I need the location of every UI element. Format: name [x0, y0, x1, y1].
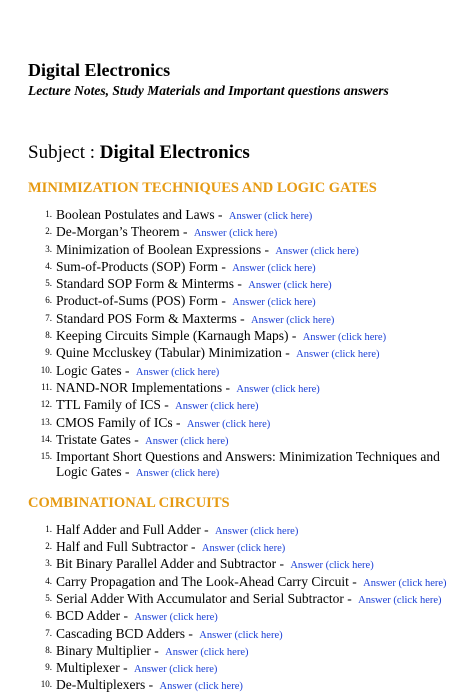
list-item — [28, 626, 450, 643]
answer-link[interactable]: Answer (click here) — [251, 314, 335, 326]
list-item — [28, 380, 450, 397]
answer-link[interactable]: Answer (click here) — [199, 629, 283, 641]
list-item-number: 15. — [40, 451, 52, 462]
subject-prefix: Subject : — [28, 142, 100, 163]
list-item — [28, 363, 450, 380]
list-item — [28, 522, 450, 539]
list-item-body — [56, 293, 450, 310]
answer-link[interactable]: Answer (click here) — [296, 349, 380, 361]
list-item-body — [56, 259, 450, 276]
list-item-body — [56, 276, 450, 293]
section-heading-combinational: COMBINATIONAL CIRCUITS — [28, 494, 230, 511]
answer-link[interactable]: Answer (click here) — [232, 262, 316, 274]
list-item-body — [56, 311, 450, 328]
answer-link[interactable]: Answer (click here) — [228, 211, 313, 222]
answer-link[interactable]: Answer (click here) — [145, 435, 229, 447]
list-item — [28, 677, 450, 694]
topic-title: Half Adder and Full Adder - — [56, 521, 209, 537]
answer-link[interactable]: Answer (click here) — [159, 681, 243, 693]
topic-title: Sum-of-Products (SOP) Form - — [56, 258, 226, 274]
list-item — [28, 207, 450, 224]
list-item-body — [56, 449, 450, 482]
list-item-number: 4. — [45, 575, 52, 586]
list-item-number: 9. — [45, 662, 52, 673]
topic-title: BCD Adder - — [56, 608, 128, 624]
list-item-body — [56, 328, 450, 345]
topic-title: Multiplexer - — [56, 660, 128, 676]
list-item-number: 8. — [45, 644, 52, 655]
list-item-number: 11. — [41, 381, 52, 392]
topic-title: Bit Binary Parallel Adder and Subtractor - — [56, 556, 284, 572]
answer-link[interactable]: Answer (click here) — [290, 560, 374, 572]
section-heading-minimization: MINIMIZATION TECHNIQUES AND LOGIC GATES — [28, 180, 377, 196]
topic-title: Half and Full Subtractor - — [56, 539, 196, 555]
list-item-body — [56, 608, 450, 625]
list-item — [28, 574, 450, 591]
topic-title: Logic Gates - — [56, 362, 130, 378]
answer-link[interactable]: Answer (click here) — [236, 383, 320, 395]
topic-title: NAND-NOR Implementations - — [56, 379, 230, 395]
topic-list-combinational — [28, 522, 450, 695]
topic-title: Minimization of Boolean Expressions - — [56, 241, 269, 257]
topic-title: Important Short Questions and Answers: Minimization Techniques and Logic Gates - — [56, 449, 440, 480]
list-item-body — [56, 224, 450, 241]
list-item — [28, 643, 450, 660]
list-item-number: 9. — [45, 347, 52, 358]
topic-title: Tristate Gates - — [56, 431, 139, 447]
topic-title: Quine Mccluskey (Tabular) Minimization - — [56, 345, 290, 361]
list-item — [28, 242, 450, 259]
list-item-body — [56, 380, 450, 397]
list-item-number: 8. — [45, 330, 52, 341]
list-item — [28, 345, 450, 362]
list-item-body — [56, 207, 450, 224]
list-item — [28, 311, 450, 328]
list-item-number: 2. — [45, 226, 52, 237]
list-item-number: 6. — [45, 295, 52, 306]
list-item-body — [56, 242, 450, 259]
answer-link[interactable]: Answer (click here) — [358, 594, 442, 606]
answer-link[interactable]: Answer (click here) — [232, 297, 316, 309]
document-subtitle: Lecture Notes, Study Materials and Important questions answers — [28, 83, 389, 98]
list-item-body — [56, 556, 450, 573]
list-item — [28, 293, 450, 310]
answer-link[interactable]: Answer (click here) — [363, 577, 447, 589]
topic-title: Boolean Postulates and Laws - — [56, 207, 223, 222]
list-item — [28, 397, 450, 414]
topic-title: Standard SOP Form & Minterms - — [56, 276, 242, 292]
list-item — [28, 328, 450, 345]
list-item-body — [56, 522, 450, 539]
list-item — [28, 276, 450, 293]
subject-line — [28, 141, 450, 165]
answer-link[interactable]: Answer (click here) — [302, 332, 387, 344]
list-item-body — [56, 591, 450, 608]
answer-link[interactable]: Answer (click here) — [275, 245, 359, 257]
list-item-body — [56, 363, 450, 380]
answer-link[interactable]: Answer (click here) — [135, 366, 220, 378]
list-item-body — [56, 345, 450, 362]
list-item — [28, 259, 450, 276]
topic-title: Cascading BCD Adders - — [56, 625, 193, 641]
list-item — [28, 591, 450, 608]
list-item-number: 1. — [45, 523, 52, 534]
topic-title: De-Multiplexers - — [56, 677, 154, 693]
list-item — [28, 449, 450, 482]
list-item-number: 12. — [40, 399, 52, 410]
list-item-number: 10. — [40, 364, 52, 375]
list-item-body — [56, 415, 450, 432]
list-item-number: 5. — [45, 278, 52, 289]
list-item — [28, 224, 450, 241]
topic-title: Binary Multiplier - — [56, 642, 159, 658]
list-item-body — [56, 574, 450, 591]
list-item-body — [56, 677, 450, 694]
answer-link[interactable]: Answer (click here) — [175, 401, 259, 413]
topic-title: Keeping Circuits Simple (Karnaugh Maps) - — [56, 328, 297, 344]
topic-title: Carry Propagation and The Look-Ahead Carry Circuit - — [56, 573, 357, 589]
topic-title: CMOS Family of ICs - — [56, 414, 181, 430]
topic-title: TTL Family of ICS - — [56, 397, 169, 413]
answer-link[interactable]: Answer (click here) — [248, 280, 332, 292]
answer-link[interactable]: Answer (click here) — [214, 525, 299, 537]
topic-title: Standard POS Form & Maxterms - — [56, 310, 245, 326]
list-item-number: 3. — [45, 558, 52, 569]
answer-link[interactable]: Answer (click here) — [165, 646, 249, 658]
list-item-number: 7. — [45, 312, 52, 323]
subject-name: Digital Electronics — [99, 142, 250, 163]
answer-link[interactable]: Answer (click here) — [186, 418, 271, 430]
topic-title: Serial Adder With Accumulator and Serial Subtractor - — [56, 590, 352, 606]
list-item-number: 5. — [45, 592, 52, 603]
list-item-body — [56, 432, 450, 449]
list-item — [28, 415, 450, 432]
list-item-number: 13. — [40, 416, 52, 427]
list-item-number: 6. — [45, 610, 52, 621]
answer-link[interactable]: Answer (click here) — [201, 543, 286, 555]
list-item-number: 7. — [45, 627, 52, 638]
list-item — [28, 432, 450, 449]
list-item — [28, 539, 450, 556]
list-item-body — [56, 539, 450, 556]
list-item-number: 10. — [40, 679, 52, 690]
list-item-body — [56, 626, 450, 643]
answer-link[interactable]: Answer (click here) — [135, 468, 220, 480]
list-item — [28, 660, 450, 677]
list-item — [28, 608, 450, 625]
answer-link[interactable]: Answer (click here) — [133, 664, 218, 676]
document-title: Digital Electronics — [28, 60, 171, 80]
list-item-body — [56, 660, 450, 677]
list-item-body — [56, 643, 450, 660]
topic-list-minimization — [28, 207, 450, 482]
answer-link[interactable]: Answer (click here) — [134, 612, 218, 624]
list-item-number: 1. — [45, 209, 52, 219]
list-item-number: 14. — [40, 433, 52, 444]
list-item — [28, 556, 450, 573]
answer-link[interactable]: Answer (click here) — [193, 228, 278, 240]
list-item-number: 3. — [45, 243, 52, 254]
list-item-number: 2. — [45, 541, 52, 552]
list-item-body — [56, 397, 450, 414]
topic-title: De-Morgan’s Theorem - — [56, 224, 188, 240]
list-item-number: 4. — [45, 260, 52, 271]
topic-title: Product-of-Sums (POS) Form - — [56, 293, 226, 309]
